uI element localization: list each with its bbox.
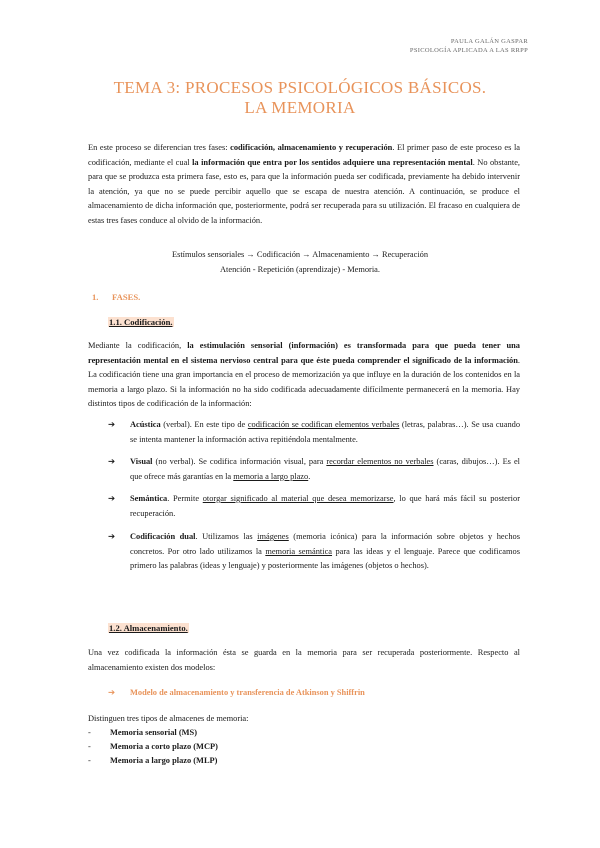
store-item	[88, 740, 218, 754]
almacenamiento-paragraph: Una vez codificada la información ésta se guarda en la memoria para ser recuperada posteriormente. Respecto al almacenamiento existen dos modelos:	[88, 648, 520, 672]
arrow-icon: ➔	[108, 494, 116, 503]
stores-intro: Distinguen tres tipos de almacenes de memoria:	[88, 714, 249, 723]
model-label: Modelo de almacenamiento y transferencia de Atkinson y Shiffrin	[130, 688, 365, 697]
bullet-text: . Permite	[167, 494, 203, 503]
section-number: 1.	[92, 292, 99, 302]
bullet-underline: memoria semántica	[265, 546, 333, 556]
cod-text-2: . La codificación tiene una gran importancia en el proceso de memorización ya que influye en la duración de los contenidos en la memoria a largo plazo. Si la información no ha sido codificada adecuadamente difícilmente permanecerá en la memoria. Hay distintos tipos de codificación de la información:	[88, 355, 520, 409]
header-author: PAULA GALÁN GASPAR	[450, 38, 528, 45]
cod-bold-1: la estimulación sensorial (información) es transformada para que pueda tener una representación mental en el sistema nervioso central para que éste pueda comprender el significado de la información	[88, 341, 520, 365]
bullet-text: , lo que hará más fácil su posterior recuperación.	[130, 494, 520, 518]
bullet-underline: memoria a largo plazo	[233, 471, 309, 481]
codificacion-paragraph	[88, 339, 520, 412]
bullet-text: (memoria icónica) para la información sobre objetos y hechos concretos. Por otro lado utilizamos la	[130, 532, 521, 556]
model-item	[108, 686, 520, 701]
bullet-term: Acústica	[130, 420, 161, 429]
arrow-icon: ➔	[108, 532, 116, 541]
store-label: Memoria a largo plazo (MLP)	[110, 756, 218, 765]
store-item	[88, 726, 197, 740]
bullet-term: Codificación dual	[130, 532, 196, 541]
bullet-text: . Utilizamos las	[195, 532, 258, 541]
section-title: FASES.	[112, 292, 141, 302]
bullet-underline: recordar elementos no verbales	[326, 457, 434, 466]
page-title-line2: LA MEMORIA	[244, 98, 356, 117]
intro-paragraph	[88, 141, 520, 229]
cod-text-1: Mediante la codificación,	[88, 341, 188, 350]
page-title-line1: TEMA 3: PROCESOS PSICOLÓGICOS BÁSICOS.	[113, 78, 487, 97]
intro-text-2: . El primer paso de este proceso es la codificación, mediante el cual	[88, 143, 521, 167]
bullet-acustica	[108, 418, 520, 447]
bullet-text: (no verbal). Se codifica información visual, para	[152, 457, 327, 466]
subsection-codificacion	[108, 317, 174, 327]
header-subject: PSICOLOGÍA APLICADA A LAS RRPP	[409, 47, 528, 54]
bullet-term: Visual	[130, 457, 153, 466]
bullet-text: (letras, palabras…). Se usa cuando se intenta mantener la información activa repitiéndola mentalmente.	[130, 420, 521, 444]
flow-line-2: Atención - Repetición (aprendizaje) - Memoria.	[220, 265, 380, 274]
intro-bold-1: codificación, almacenamiento y recuperación	[230, 143, 393, 152]
subsection-almacenamiento	[108, 623, 189, 633]
intro-text-3: . No obstante, para que se produzca esta primera fase, esto es, para que la información pueda ser codificada, previamente ha debido intervenir la atención, ya que no se puede percibir aquello que se escapa de nuestra atención. A continuación, se produce el almacenamiento de dicha información que, posteriormente, podrá ser recuperada para su utilización. El fracaso en cualquiera de estas tres fases conduce al olvido de la información.	[88, 157, 521, 225]
intro-bold-2: la información que entra por los sentidos adquiere una representación mental	[192, 157, 473, 167]
bullet-text: (verbal). En este tipo de	[160, 420, 248, 429]
bullet-text: .	[308, 471, 311, 481]
bullet-semantica	[108, 492, 520, 521]
store-label: Memoria sensorial (MS)	[110, 728, 197, 737]
subsection-almacenamiento-title: 1.2. Almacenamiento.	[109, 623, 188, 633]
subsection-codificacion-title: 1.1. Codificación.	[109, 317, 173, 327]
bullet-text: (caras, dibujos…). Es el que ofrece más garantías en la	[130, 457, 520, 481]
arrow-icon: ➔	[108, 688, 116, 697]
bullet-visual	[108, 455, 520, 484]
bullet-underline: imágenes	[257, 532, 289, 541]
bullet-term: Semántica	[130, 494, 168, 503]
dash-icon: -	[88, 742, 91, 751]
arrow-icon: ➔	[108, 457, 116, 466]
dash-icon: -	[88, 756, 91, 765]
bullet-underline: codificación se codifican elementos verbales	[247, 420, 400, 429]
intro-text-1: En este proceso se diferencian tres fases:	[88, 143, 231, 152]
dash-icon: -	[88, 728, 91, 737]
bullet-text: para las ideas y el lenguaje. Parece que codificamos primero las palabras (ideas y lenguaje) y posteriormente las imágenes (objetos o hechos).	[130, 546, 520, 571]
bullet-dual	[108, 530, 520, 574]
flow-line-1: Estímulos sensoriales → Codificación → Almacenamiento → Recuperación	[171, 250, 429, 259]
arrow-icon: ➔	[108, 420, 116, 429]
store-label: Memoria a corto plazo (MCP)	[110, 742, 218, 751]
bullet-underline: otorgar significado al material que desea memorizarse	[202, 494, 394, 503]
store-item	[88, 754, 217, 768]
